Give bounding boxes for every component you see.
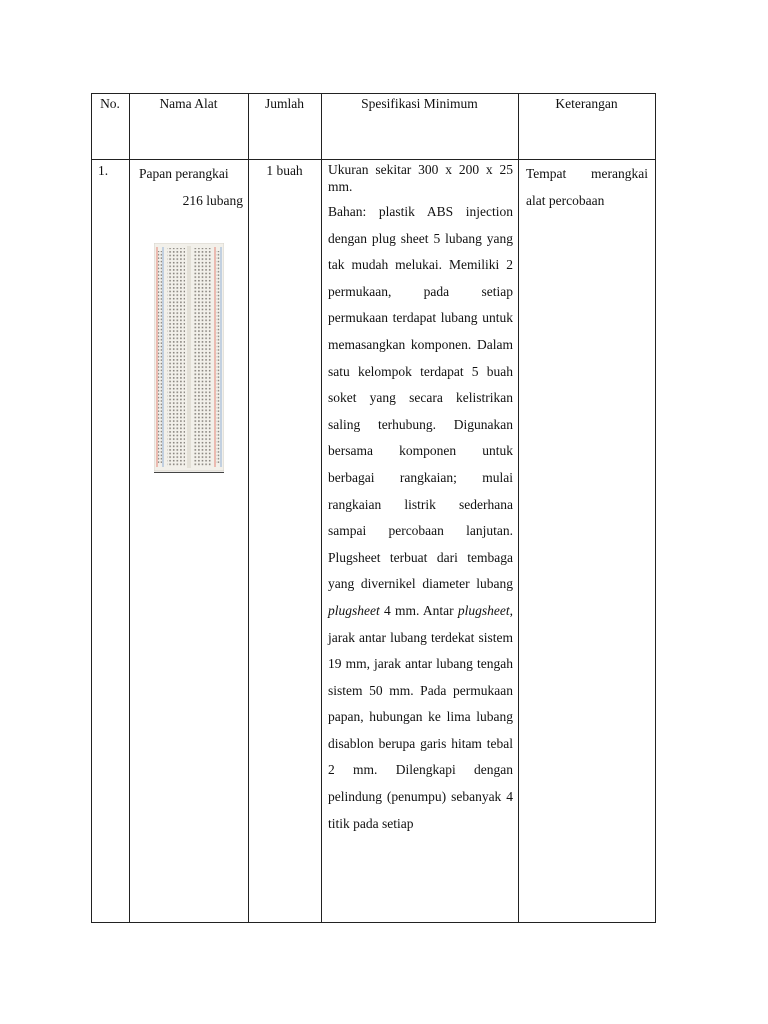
tool-name-line1: Papan perangkai — [139, 166, 229, 181]
spec-part: Bahan: plastik ABS injection dengan plug sheet 5 lubang yang tak mudah melukai. Memiliki 2 permukaan, pada setiap permukaan terdapat lubang untuk memasangkan komponen. Dalam satu kelompok terdapat 5 buah soket yang secara kelistrikan saling terhubung. Digunakan bersama komponen untuk berbagai rangkaian; mulai rangkaian listrik sederhana sampai percobaan lanjutan. Plugsheet terbuat dari tembaga yang divernikel diameter lubang — [328, 204, 513, 592]
table-border-bottom — [91, 922, 656, 923]
header-jumlah: Jumlah — [265, 96, 304, 111]
header-no: No. — [100, 96, 120, 111]
tool-name-line2: 216 lubang — [182, 192, 243, 208]
spec-part: , jarak antar lubang terdekat sistem 19 mm, jarak antar lubang tengah sistem 50 mm. Pada permukaan papan, hubungan ke lima lubang disablon berupa garis hitam tebal 2 mm. Dilengkapi dengan pelindung (penumpu) sebanyak 4 titik pada setiap — [328, 602, 513, 831]
equipment-table — [91, 93, 656, 923]
specification-text — [328, 161, 513, 837]
header-keterangan: Keterangan — [555, 96, 618, 111]
spec-italic: plugsheet — [328, 602, 380, 618]
remarks-text: Tempat merangkai alat percobaan — [526, 166, 648, 208]
col-divider — [518, 93, 519, 923]
header-nama-alat: Nama Alat — [159, 96, 218, 111]
col-divider — [248, 93, 249, 923]
col-divider — [321, 93, 322, 923]
breadboard-image — [154, 243, 224, 473]
tool-name — [139, 161, 243, 214]
quantity: 1 buah — [266, 163, 303, 178]
col-divider — [655, 93, 656, 923]
header-spesifikasi: Spesifikasi Minimum — [361, 96, 478, 111]
col-divider — [91, 93, 92, 923]
table-border-top — [91, 93, 656, 94]
spec-body — [328, 199, 513, 837]
row-number: 1. — [98, 163, 109, 178]
spec-size: Ukuran sekitar 300 x 200 x 25 mm. — [328, 162, 513, 194]
header-divider — [91, 159, 656, 160]
spec-italic: plugsheet — [457, 602, 510, 618]
spec-part: 4 mm. Antar — [379, 602, 458, 618]
col-divider — [129, 93, 130, 923]
